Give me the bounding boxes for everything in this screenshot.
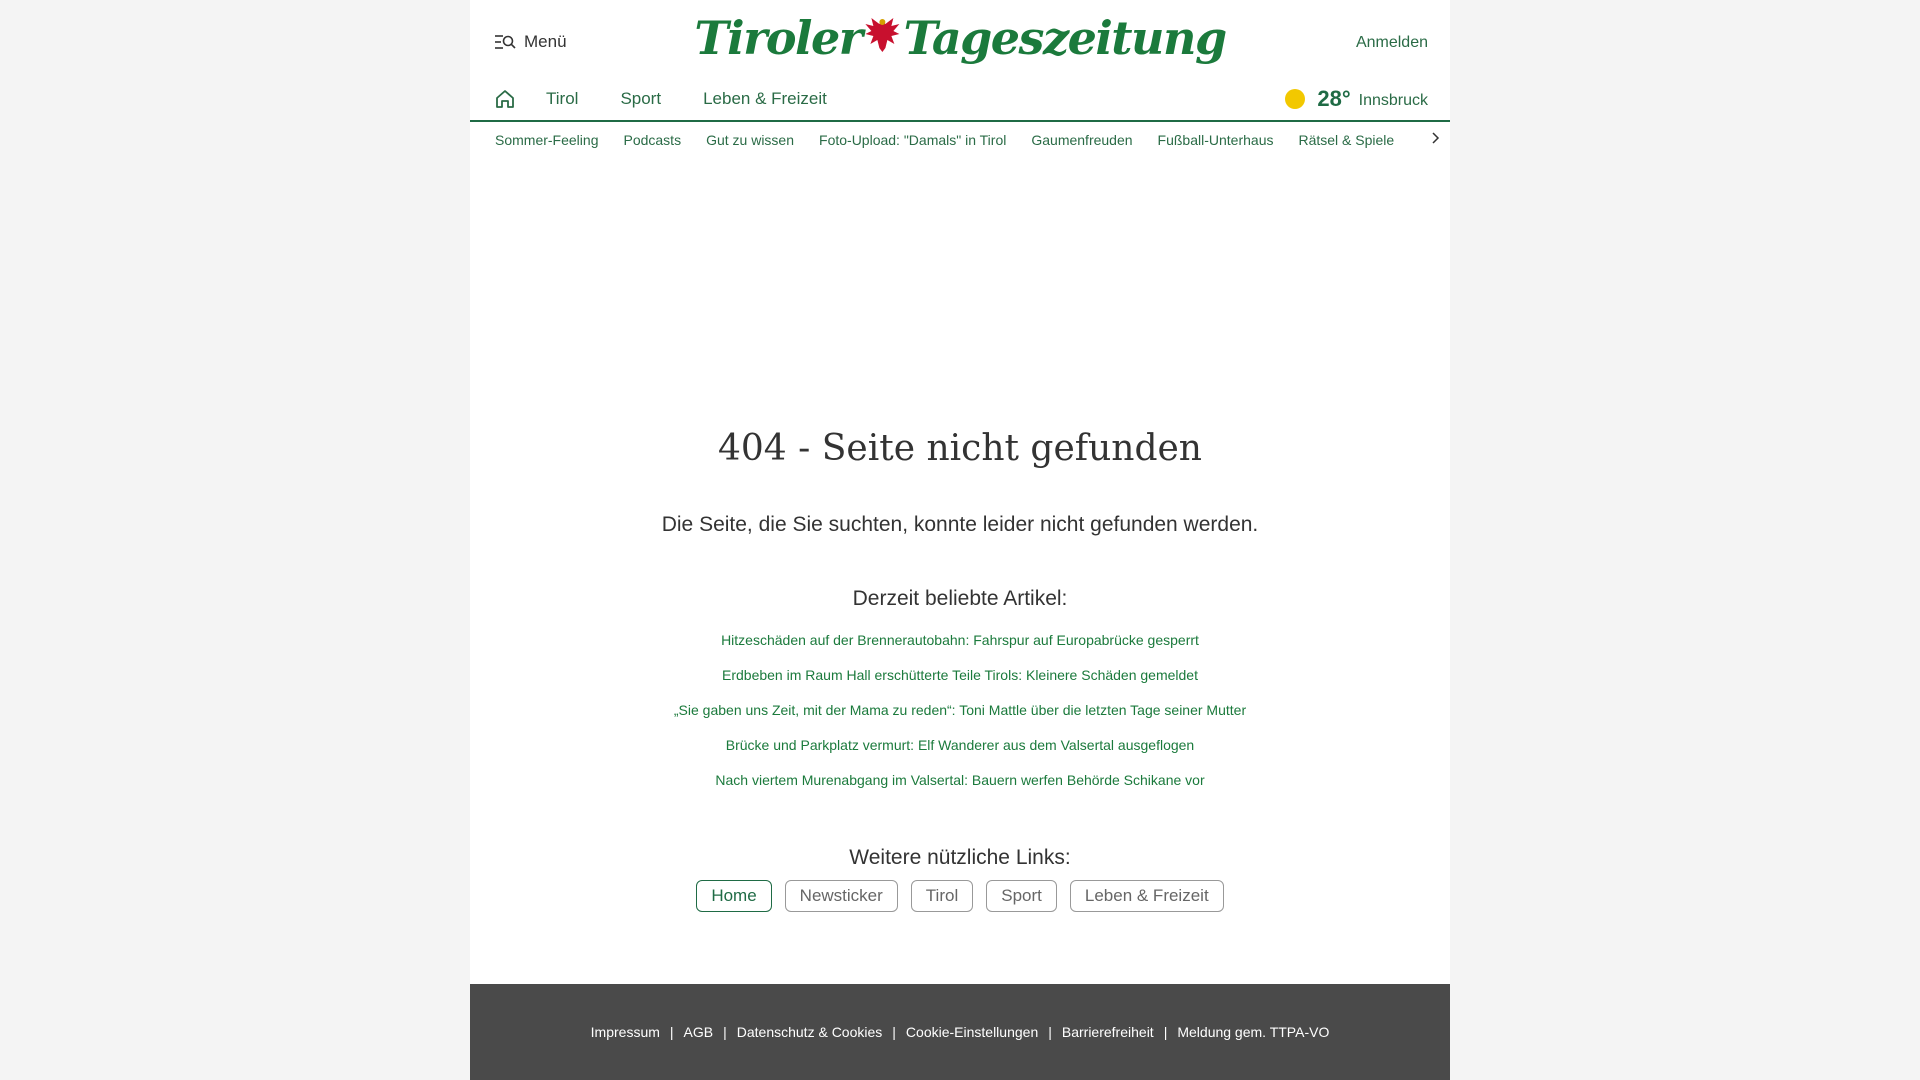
subnav-item-gut-zu-wissen[interactable]: Gut zu wissen (706, 132, 795, 148)
sub-nav (470, 122, 1450, 158)
subnav-item-gaumenfreuden[interactable]: Gaumenfreuden (1031, 132, 1133, 148)
popular-articles-title: Derzeit beliebte Artikel: (852, 587, 1068, 610)
weather-widget[interactable] (1285, 86, 1428, 112)
weather-temperature: 28° (1317, 86, 1351, 111)
footer-separator: | (892, 1024, 896, 1040)
footer-separator: | (1163, 1024, 1168, 1040)
chevron-right-icon[interactable] (1430, 131, 1440, 148)
link-button-leben-freizeit[interactable]: Leben & Freizeit (1070, 880, 1224, 912)
main-nav (470, 82, 1450, 122)
footer-separator: | (669, 1024, 674, 1040)
page (470, 0, 1450, 1080)
subnav-item-sommer-feeling[interactable]: Sommer-Feeling (495, 132, 599, 148)
footer-separator: | (723, 1024, 727, 1040)
link-button-home[interactable]: Home (696, 880, 771, 912)
popular-article-link[interactable]: „Sie gaben uns Zeit, mit der Mama zu reden“: Toni Mattle über die letzten Tage seiner Mutter (673, 702, 1247, 718)
subnav-item-raetsel-spiele[interactable]: Rätsel & Spiele (1298, 132, 1395, 148)
footer-separator: | (1048, 1024, 1052, 1040)
menu-label: Menü (524, 32, 567, 51)
link-button-tirol[interactable]: Tirol (911, 880, 973, 912)
footer-link-impressum[interactable]: Impressum (590, 1024, 660, 1040)
nav-item-sport[interactable]: Sport (620, 89, 662, 108)
footer-link-agb[interactable]: AGB (683, 1024, 714, 1040)
ad-space (470, 158, 1450, 428)
nav-item-tirol[interactable]: Tirol (546, 89, 579, 108)
link-button-newsticker[interactable]: Newsticker (785, 880, 898, 912)
error-content (470, 428, 1450, 912)
footer-link-cookie-einstellungen[interactable]: Cookie-Einstellungen (905, 1024, 1039, 1040)
subnav-item-fussball-unterhaus[interactable]: Fußball-Unterhaus (1157, 132, 1274, 148)
menu-button[interactable] (494, 32, 567, 52)
footer (470, 984, 1450, 1080)
weather-city: Innsbruck (1358, 91, 1428, 109)
error-title: 404 - Seite nicht gefunden (718, 428, 1202, 469)
site-logo[interactable] (694, 10, 1226, 65)
logo-text-left: Tiroler (694, 10, 862, 65)
link-button-sport[interactable]: Sport (986, 880, 1057, 912)
login-link[interactable]: Anmelden (1355, 34, 1428, 51)
footer-link-barrierefreiheit[interactable]: Barrierefreiheit (1061, 1024, 1154, 1040)
error-message: Die Seite, die Sie suchten, konnte leider nicht gefunden werden. (661, 513, 1259, 536)
tyrolean-eagle-icon (863, 14, 901, 61)
menu-search-icon (494, 34, 516, 50)
popular-articles-list (470, 623, 1450, 798)
header (470, 0, 1450, 82)
sun-icon (1285, 89, 1305, 109)
nav-item-leben-freizeit[interactable]: Leben & Freizeit (703, 89, 827, 108)
logo-text-right: Tageszeitung (903, 10, 1226, 65)
subnav-item-podcasts[interactable]: Podcasts (623, 132, 682, 148)
popular-article-link[interactable]: Hitzeschäden auf der Brennerautobahn: Fahrspur auf Europabrücke gesperrt (721, 632, 1199, 648)
subnav-item-foto-upload[interactable]: Foto-Upload: "Damals" in Tirol (819, 132, 1007, 148)
popular-article-link[interactable]: Erdbeben im Raum Hall erschütterte Teile Tirols: Kleinere Schäden gemeldet (722, 667, 1198, 683)
useful-links (470, 880, 1450, 912)
popular-article-link[interactable]: Nach viertem Murenabgang im Valsertal: Bauern werfen Behörde Schikane vor (715, 772, 1205, 788)
home-icon[interactable] (494, 88, 516, 115)
popular-article-link[interactable]: Brücke und Parkplatz vermurt: Elf Wanderer aus dem Valsertal ausgeflogen (725, 737, 1195, 753)
useful-links-title: Weitere nützliche Links: (849, 846, 1071, 869)
footer-link-ttpa-vo[interactable]: Meldung gem. TTPA-VO (1177, 1024, 1330, 1040)
footer-link-datenschutz[interactable]: Datenschutz & Cookies (736, 1024, 883, 1040)
